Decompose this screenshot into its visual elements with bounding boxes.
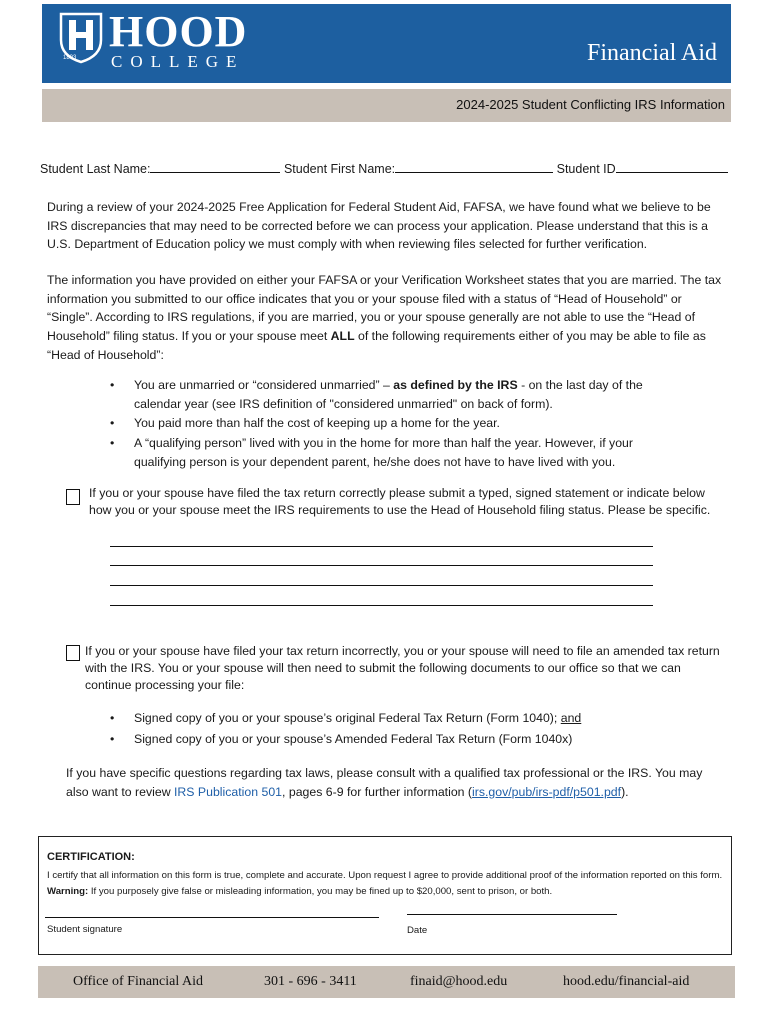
explanation-line-2[interactable] xyxy=(110,565,653,566)
footer-web[interactable]: hood.edu/financial-aid xyxy=(563,974,690,989)
hood-college-logo xyxy=(59,7,279,74)
explanation-line-3[interactable] xyxy=(110,585,653,586)
last-name-field[interactable] xyxy=(150,160,280,173)
filed-correctly-checkbox[interactable] xyxy=(66,489,80,505)
form-title-bar xyxy=(42,89,731,122)
questions-paragraph: If you have specific questions regarding tax laws, please consult with a qualified tax professional or the IRS. You may also want to review IRS Publication 501, pages 6-9 for further information (irs.gov/pub/irs-pdf/p501.pdf). xyxy=(66,766,703,799)
intro-paragraph: During a review of your 2024-2025 Free Application for Federal Student Aid, FAFSA, we have found what we believe to be IRS discrepancies that may need to be corrected before we can process your application. Please understand that this is a U.S. Department of Education policy we must comply with when reviewing files selected for further verification. xyxy=(47,200,711,252)
list-item: • Signed copy of you or your spouse’s original Federal Tax Return (Form 1040); and xyxy=(110,709,710,729)
first-name-field[interactable] xyxy=(395,160,553,173)
footer-email[interactable]: finaid@hood.edu xyxy=(410,974,508,989)
married-paragraph: The information you have provided on either your FAFSA or your Verification Worksheet states that you are married. The tax information you submitted to our office indicates that you or your spouse filed with a status of “Head of Household” or “Single”. According to IRS regulations, if you are married, you or your spouse generally are not able to use the “Head of Household” filing status. If you or your spouse meet ALL of the following requirements either of you may be able to file as “Head of Household”: xyxy=(47,273,722,362)
filed-correctly-text: If you or your spouse have filed the tax return correctly please submit a typed, signed statement or indicate below how you or your spouse meet the IRS requirements to use the Head of Household filing status. Please be specific. xyxy=(89,486,711,517)
certification-text: I certify that all information on this form is true, complete and accurate. Upon request I agree to provide additional proof of the information reported on this form. Warning: If you purposely give false or misleading information, you may be fined up to $20,000, sent to prison, or both. xyxy=(47,870,723,897)
certification-box xyxy=(38,836,732,955)
logo-subword: COLLEGE xyxy=(111,52,245,71)
header-title: Financial Aid xyxy=(587,40,717,66)
first-name-label: Student First Name: xyxy=(283,162,396,176)
footer-phone[interactable]: 301 - 696 - 3411 xyxy=(264,974,357,989)
explanation-line-1[interactable] xyxy=(110,546,653,547)
filed-incorrectly-checkbox[interactable] xyxy=(66,645,80,661)
footer-office: Office of Financial Aid xyxy=(73,974,203,989)
list-item: • A “qualifying person” lived with you in the home for more than half the year. However, if your qualifying person is your dependent parent, he/she does not have to have lived with you. xyxy=(110,434,670,471)
student-id-field[interactable] xyxy=(616,160,728,173)
date-line[interactable] xyxy=(407,914,617,915)
irs-publication-link[interactable]: IRS Publication 501 xyxy=(174,784,283,799)
requirements-list xyxy=(110,376,670,473)
explanation-line-4[interactable] xyxy=(110,605,653,606)
footer-bar xyxy=(38,966,735,998)
signature-line[interactable] xyxy=(45,917,379,918)
logo-wordmark: HOOD xyxy=(109,7,248,56)
shield-icon xyxy=(59,12,103,64)
header-banner xyxy=(42,4,731,83)
student-id-label: Student ID xyxy=(556,162,616,176)
list-item: • You are unmarried or “considered unmarried” – as defined by the IRS - on the last day of the calendar year (see IRS definition of "considered unmarried" on back of form). xyxy=(110,376,670,413)
svg-text:1893: 1893 xyxy=(63,55,77,61)
last-name-label: Student Last Name: xyxy=(40,162,151,176)
form-title: 2024-2025 Student Conflicting IRS Information xyxy=(456,97,725,112)
certification-heading: CERTIFICATION: xyxy=(47,851,135,863)
list-item: • You paid more than half the cost of keeping up a home for the year. xyxy=(110,414,670,433)
irs-url-link[interactable]: irs.gov/pub/irs-pdf/p501.pdf xyxy=(472,784,622,799)
list-item: • Signed copy of you or your spouse’s Amended Federal Tax Return (Form 1040x) xyxy=(110,730,710,750)
signature-label: Student signature xyxy=(47,924,123,935)
student-info-fields xyxy=(40,160,728,176)
filed-incorrectly-text: If you or your spouse have filed your tax return incorrectly, you or your spouse will need to file an amended tax return with the IRS. You or your spouse will then need to submit the following documents to our office so that we can continue processing your file: xyxy=(85,644,720,692)
documents-list xyxy=(110,709,710,750)
date-label: Date xyxy=(407,925,428,936)
